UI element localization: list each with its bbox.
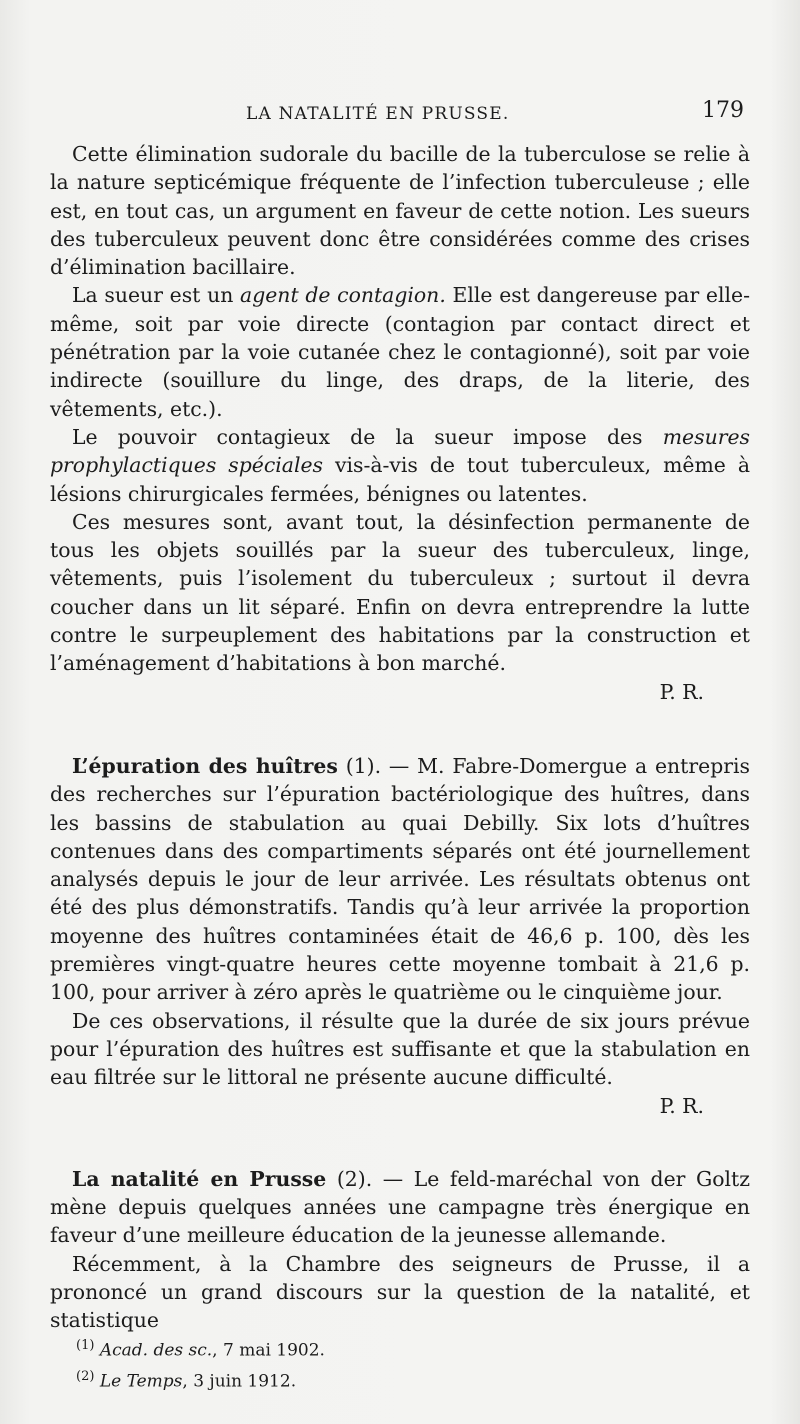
footnote: $^{(2)}$ Le Temps, 3 juin 1912. [76,1368,297,1392]
page-number: 179 [702,98,744,123]
emphasis: agent de contagion. [240,283,446,308]
paragraph: De ces observations, il résulte que la durée de six jours prévue pour l’épuration des huîtres est suffisante et que la stabulation en eau filtrée sur le littoral ne présente aucune difficulté. [50,1008,750,1090]
running-title: LA NATALITÉ EN PRUSSE. [246,104,510,124]
page-header [60,96,750,132]
emphasis: mesures prophylactiques spéciales [50,424,750,478]
section-title: La natalité en Prusse [72,1166,327,1191]
paragraph: Ces mesures sont, avant tout, la désinfection permanente de tous les objets souillés par la sueur des tuberculeux, linge, vêtements, puis l’isolement du tuberculeux ; surtout il devra coucher dans un lit séparé. Enfin on devra entreprendre la lutte contre le surpeuplement des habitations par la construction et l’aménagement d’habitations à bon marché. [50,509,750,676]
section-title: L’épuration des huîtres [72,753,338,778]
section-natality: La natalité en Prusse (2). — Le feld-maréchal von der Goltz mène depuis quelques années une campagne très énergique en faveur d’une meilleure éducation de la jeunesse allemande. [50,1166,750,1248]
paragraph: Récemment, à la Chambre des seigneurs de Prusse, il a prononcé un grand discours sur la question de la natalité, et statistique [50,1251,750,1333]
footnote-ref: (1). [337,753,382,778]
paragraph: La sueur est un agent de contagion. Elle est dangereuse par elle-même, soit par voie directe (contagion par contact direct et pénétration par la voie cutanée chez le contagionné), soit par voie indirecte (souillure du linge, des draps, de la literie, des vêtements, etc.). [50,283,750,421]
section-oysters: L’épuration des huîtres (1). — M. Fabre-Domergue a entrepris des recherches sur l’épuration bactériologique des huîtres, dans les bassins de stabulation au quai Debilly. Six lots d’huîtres contenues dans des compartiments séparés ont été journellement analysés depuis le jour de leur arrivée. Les résultats obtenus ont été des plus démonstratifs. Tandis qu’à leur arrivée la proportion moyenne des huîtres contaminées était de 46,6 p. 100, dès les premières vingt-quatre heures cette moyenne tombait à 21,6 p. 100, pour arriver à zéro après le quatrième ou le cinquième jour. [50,753,750,1005]
footnote-ref: (2). [326,1166,373,1191]
paragraph: Le pouvoir contagieux de la sueur impose des mesures prophylactiques spéciales vis-à-vis de tout tuberculeux, même à lésions chirurgicales fermées, bénignes ou latentes. [50,424,750,506]
page-body [50,140,750,1335]
author-signature: P. R. [659,1093,704,1118]
footnote: $^{(1)}$ Acad. des sc., 7 mai 1902. [76,1338,325,1361]
paragraph: Cette élimination sudorale du bacille de la tuberculose se relie à la nature septicémique fréquente de l’infection tuberculeuse ; elle est, en tout cas, un argument en faveur de cette notion. Les sueurs des tuberculeux peuvent donc être considérées comme des crises d’élimination bacillaire. [50,142,750,280]
footnotes [76,1333,756,1394]
author-signature: P. R. [659,679,704,704]
